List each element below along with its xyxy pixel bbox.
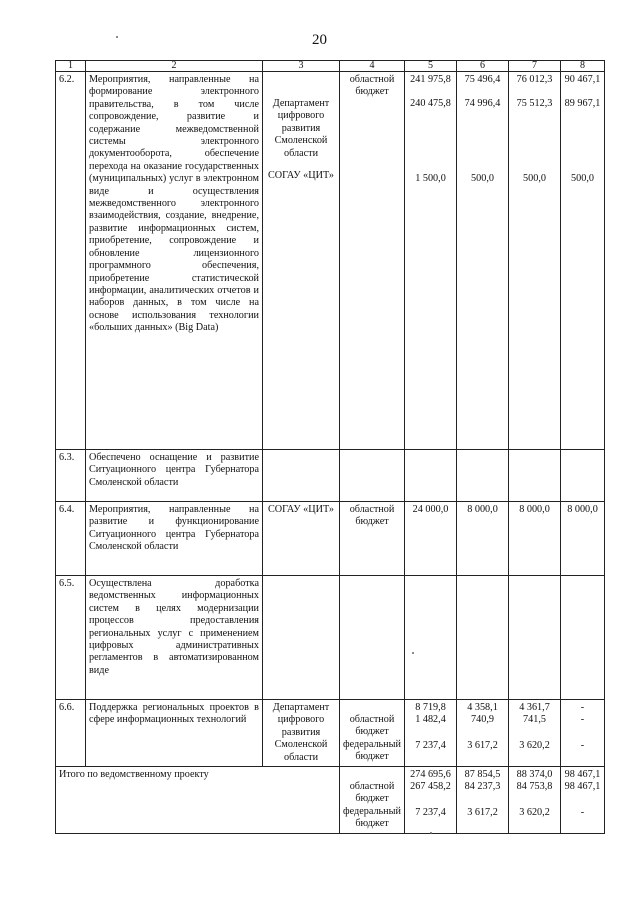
page-number: 20 — [312, 32, 327, 48]
cell-value: 500,0 — [471, 172, 494, 184]
row-year2: 8 000,0 — [509, 502, 561, 576]
cell-value: 240 475,8 — [410, 98, 451, 110]
cell-value: 3 620,2 — [519, 739, 550, 751]
cell-value: 3 617,2 — [467, 806, 498, 818]
scan-speck — [412, 652, 414, 654]
row-description: Поддержка региональных проектов в сфере информационных технологий — [86, 700, 263, 767]
cell-value: 1 482,4 — [415, 714, 446, 726]
row-executors — [263, 72, 340, 450]
empty-cell — [340, 576, 405, 700]
col-header: 1 — [56, 61, 86, 72]
cell-value: 74 996,4 — [464, 98, 501, 110]
cell-value: 87 854,5 — [464, 769, 501, 781]
cell-value: 90 467,1 — [564, 74, 601, 85]
cell-value: 500,0 — [523, 172, 546, 184]
table-row — [56, 502, 605, 576]
row-description: Мероприятия, направленные на развитие и функционирование Ситуационного центра Губернатора Смоленской области — [86, 502, 263, 576]
empty-cell — [561, 450, 605, 502]
row-year2 — [509, 767, 561, 834]
executor: Департамент цифрового развития Смоленской области — [272, 98, 330, 159]
total-row — [56, 767, 605, 834]
col-header: 3 — [263, 61, 340, 72]
cell-value: 75 496,4 — [464, 74, 501, 85]
row-year1: 8 000,0 — [457, 502, 509, 576]
row-year1 — [457, 72, 509, 450]
col-header: 4 — [340, 61, 405, 72]
empty-cell — [263, 450, 340, 502]
source-label: областной бюджет — [349, 714, 395, 738]
table-row — [56, 72, 605, 450]
empty-cell — [405, 576, 457, 700]
empty-cell — [509, 450, 561, 502]
cell-value: 3 620,2 — [519, 806, 550, 818]
col-header: 5 — [405, 61, 457, 72]
row-source — [340, 767, 405, 834]
cell-value: 4 358,1 — [467, 702, 498, 713]
row-source: областной бюджет — [340, 502, 405, 576]
cell-value: 84 237,3 — [464, 781, 501, 793]
cell-value: 741,5 — [523, 714, 546, 726]
row-number: 6.6. — [56, 700, 86, 767]
col-header: 7 — [509, 61, 561, 72]
row-year3 — [561, 72, 605, 450]
row-year3: 8 000,0 — [561, 502, 605, 576]
row-total: 24 000,0 — [405, 502, 457, 576]
row-year2 — [509, 700, 561, 767]
cell-value: - — [580, 806, 585, 818]
cell-value: 267 458,2 — [410, 781, 451, 793]
cell-value: 740,9 — [471, 714, 494, 726]
empty-cell — [340, 450, 405, 502]
cell-value: 7 237,4 — [415, 806, 446, 818]
cell-value: - — [580, 714, 585, 726]
header-row — [56, 61, 605, 72]
empty-cell — [561, 576, 605, 700]
cell-value: 241 975,8 — [410, 74, 451, 85]
cell-value: - — [580, 739, 585, 751]
cell-value: 75 512,3 — [516, 98, 553, 110]
col-header: 6 — [457, 61, 509, 72]
empty-cell — [405, 450, 457, 502]
scan-speck — [430, 832, 432, 834]
empty-cell — [263, 576, 340, 700]
table-row — [56, 700, 605, 767]
row-number: 6.5. — [56, 576, 86, 700]
cell-value: - — [580, 702, 585, 713]
empty-cell — [457, 450, 509, 502]
row-description: Обеспечено оснащение и развитие Ситуационного центра Губернатора Смоленской области — [86, 450, 263, 502]
row-description: Мероприятия, направленные на формирование электронного правительства, в том числе сопровождение, развитие и содержание межведомственной системы электронного документооборота, обеспечение перехода на оказание государственных (муниципальных) услуг в электронном виде и осуществления межведомственного электронного взаимодействия, создание, внедрение, развитие информационных систем, приобретение, сопровождение и обновление лицензионного программного обеспечения, приобретение статистической информации, аналитических отчетов и наборов данных, в том числе на основе использования технологии «больших данных» (Big Data) — [86, 72, 263, 450]
row-executors: СОГАУ «ЦИТ» — [263, 502, 340, 576]
cell-value: 89 967,1 — [564, 98, 601, 110]
row-source — [340, 700, 405, 767]
cell-value: 7 237,4 — [415, 739, 446, 751]
row-number: 6.3. — [56, 450, 86, 502]
scan-speck — [116, 36, 118, 38]
cell-value: 500,0 — [571, 172, 594, 184]
row-total — [405, 767, 457, 834]
row-year1 — [457, 700, 509, 767]
empty-cell — [509, 576, 561, 700]
cell-value: 274 695,6 — [410, 769, 451, 781]
row-total — [405, 700, 457, 767]
row-number: 6.2. — [56, 72, 86, 450]
empty-cell — [457, 576, 509, 700]
cell-value: 98 467,1 — [564, 769, 601, 781]
table-row — [56, 450, 605, 502]
cell-value: 1 500,0 — [415, 172, 446, 184]
source-label: федеральный бюджет — [343, 738, 401, 763]
source-label: областной бюджет — [349, 781, 395, 805]
col-header: 2 — [86, 61, 263, 72]
row-year1 — [457, 767, 509, 834]
total-label: Итого по ведомственному проекту — [56, 767, 340, 834]
row-executors: Департамент цифрового развития Смоленской области — [263, 700, 340, 767]
row-year3 — [561, 767, 605, 834]
cell-value: 84 753,8 — [516, 781, 553, 793]
col-header: 8 — [561, 61, 605, 72]
row-source: областной бюджет — [340, 72, 405, 450]
row-year3 — [561, 700, 605, 767]
budget-table — [55, 60, 605, 834]
cell-value: 76 012,3 — [516, 74, 553, 85]
cell-value: 3 617,2 — [467, 739, 498, 751]
source-label: федеральный бюджет — [343, 805, 401, 830]
row-year2 — [509, 72, 561, 450]
cell-value: 8 719,8 — [415, 702, 446, 713]
cell-value: 98 467,1 — [564, 781, 601, 793]
row-number: 6.4. — [56, 502, 86, 576]
row-description: Осуществлена доработка ведомственных информационных систем в целях модернизации процессов предоставления региональных услуг с применением цифровых административных регламентов в автоматизированном виде — [86, 576, 263, 700]
cell-value: 88 374,0 — [516, 769, 553, 781]
executor: СОГАУ «ЦИТ» — [267, 170, 334, 182]
cell-value: 4 361,7 — [519, 702, 550, 713]
row-total — [405, 72, 457, 450]
table-row — [56, 576, 605, 700]
